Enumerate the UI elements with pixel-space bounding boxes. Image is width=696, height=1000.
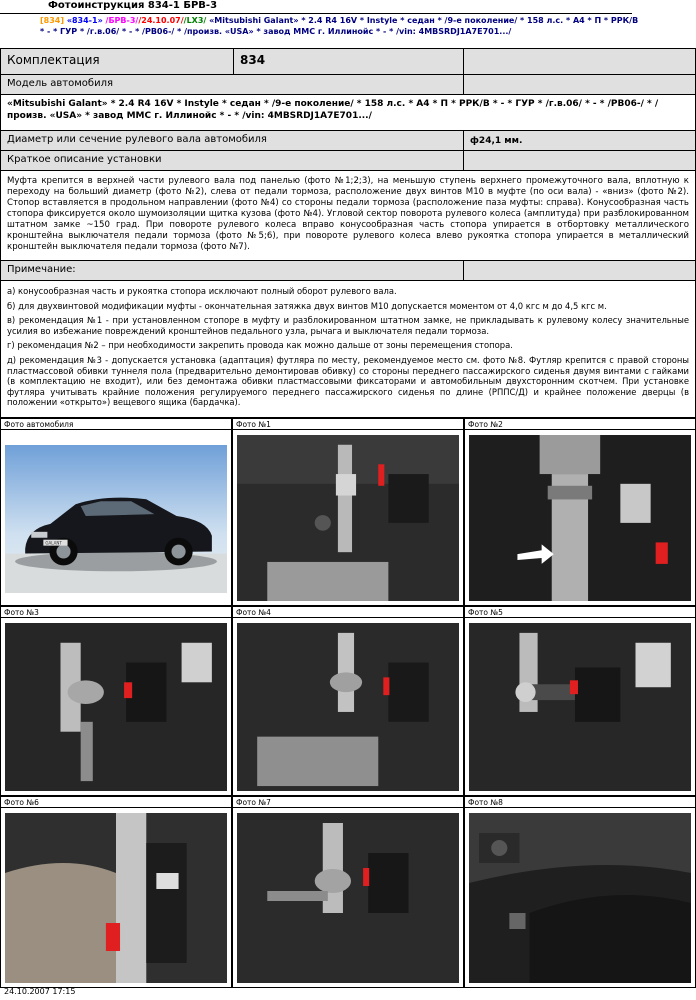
diameter-value: ф24,1 мм. xyxy=(470,136,523,146)
stopper-photo xyxy=(5,623,227,791)
photo-4 xyxy=(232,606,464,796)
photo-5 xyxy=(464,606,696,796)
row-model-label xyxy=(1,75,695,95)
row-model-value xyxy=(1,95,695,131)
row-notes xyxy=(1,281,695,417)
photo-8 xyxy=(464,796,696,988)
photo-caption: Фото №4 xyxy=(233,607,463,618)
photo-3 xyxy=(0,606,232,796)
komplektaciya-value: 834 xyxy=(240,53,266,67)
note-item: д) рекомендация №3 - допускается установка (адаптация) футляра по месту, рекомендуемое место см. фото №8. Футляр крепится с правой стороны пластмассовой обивки туннеля пола (предварительно демонтировав обивку) со стороны переднего пассажирского сиденья двумя винтами с гайками (в комплектацию не входит), или без демонтажа обивки пластмассовыми фиксаторами и автомобильным двухсторонним скотчем. При установке футляра учитывать крайние положения регулируемого переднего пассажирского сиденья по длине (РППС/Д) и крайнее положение дверцы (в положении «открыто») вещевого ящика (бардачка). xyxy=(7,354,689,408)
photo-caption: Фото №8 xyxy=(465,797,695,808)
car-badge: GALANT xyxy=(45,540,62,546)
install-text: Муфта крепится в верхней части рулевого вала под панелью (фото №1;2;3), на меньшую ступень верхнего промежуточного вала, вплотную к переходу на больший диаметр (фото №2), слева от педали тормоза, расположение двух винтов М10 в муфте (по оси вала) - «вниз» (фото №2). Стопор вставляется в продольном направлении (фото №4) со стороны педали тормоза (расположение паза муфты: справа). Конусообразная часть стопора фиксируется около шумоизоляции щитка кузова (фото №4). Угловой сектор поворота рулевого колеса (амплитуда) при разблокированном штатном замке ~150 град. При повороте рулевого колеса вправо конусообразная часть стопора упирается в отбортовку металлического кронштейна выключателя педали тормоза (фото №5;6), при повороте рулевого колеса влево рукоятка стопора упирается в металлический кронштейн выключателя педали тормоза (фото №7). xyxy=(7,176,689,252)
coupling-photo xyxy=(469,435,691,601)
document-title: Фотоинструкция 834-1 БРВ-3 xyxy=(48,0,218,11)
model-value: «Mitsubishi Galant» * 2.4 R4 16V * Instyle * седан * /9-е поколение/ * 158 л.с. * A4 * П * РРК/В * - * ГУР * /г.в.06/ * - * /PB06-/ * /произв. «USA» * завод ММС г. Иллинойс * - * /vin: 4MBSRDJ1A7E701.../ xyxy=(7,99,659,121)
note-item: а) конусообразная часть и рукоятка стопора исключают полный оборот рулевого вала. xyxy=(7,286,397,296)
row-note-label xyxy=(1,261,695,281)
photo-car xyxy=(0,418,232,606)
komplektaciya-label: Комплектация xyxy=(7,53,100,67)
note-label: Примечание: xyxy=(7,264,76,275)
photo-caption: Фото №6 xyxy=(1,797,231,808)
footer-datetime: 24.10.2007 17:15 xyxy=(4,987,76,996)
install-label: Краткое описание установки xyxy=(7,154,162,165)
header-divider xyxy=(0,13,632,14)
info-table xyxy=(0,48,696,418)
note-item: б) для двухвинтовой модификации муфты - окончательная затяжка двух винтов М10 допускается моментом от 4,0 кгс м до 4,5 кгс м. xyxy=(7,300,607,311)
tag-date: /24.10.07/ xyxy=(138,16,184,25)
car-photo xyxy=(5,445,227,593)
photo-caption: Фото автомобиля xyxy=(1,419,231,430)
header-tags xyxy=(40,15,640,37)
photo-caption: Фото №7 xyxy=(233,797,463,808)
photo-7 xyxy=(232,796,464,988)
row-diameter xyxy=(1,131,695,151)
row-komplektaciya xyxy=(1,49,695,75)
right-turn-photo xyxy=(469,623,691,791)
case-mount-photo xyxy=(469,813,691,983)
row-install-text xyxy=(1,171,695,261)
pedal-area-photo xyxy=(237,435,459,601)
photo-caption: Фото №1 xyxy=(233,419,463,430)
photo-caption: Фото №2 xyxy=(465,419,695,430)
note-item: в) рекомендация №1 - при установленном стопоре в муфту и разблокированном штатном замке, не прикладывать к рулевому колесу значительные усилия во избежание повреждений кронштейнов педального узла, рычага и выключателя педали тормоза. xyxy=(7,315,689,336)
tag-product: /БРВ-3/ xyxy=(105,16,139,25)
tag-lx: /LX3/ xyxy=(183,16,207,25)
tag-variant: «834-1» xyxy=(66,16,103,25)
tag-description: «Mitsubishi Galant» * 2.4 R4 16V * Instyle * седан * /9-е поколение/ * 158 л.с. * A4 * П * РРК/В * - * ГУР * /г.в.06/ * - * /PB06-/ * /произв. «USA» * завод ММС г. Иллинойс * - * /vin: 4MBSRDJ1A7E701.../ xyxy=(40,16,639,36)
diameter-label: Диаметр или сечение рулевого вала автомобиля xyxy=(7,134,267,145)
photo-6 xyxy=(0,796,232,988)
row-install-label xyxy=(1,151,695,171)
model-label: Модель автомобиля xyxy=(7,78,113,89)
photo-2 xyxy=(464,418,696,606)
bracket-closeup-photo xyxy=(5,813,227,983)
left-turn-photo xyxy=(237,813,459,983)
note-item: г) рекомендация №2 – при необходимости закрепить провода как можно дальше от зоны перемещения стопора. xyxy=(7,340,513,351)
photo-caption: Фото №3 xyxy=(1,607,231,618)
tag-code: [834] xyxy=(40,16,65,25)
notes-list xyxy=(1,286,695,412)
stopper-inserted-photo xyxy=(237,623,459,791)
photo-caption: Фото №5 xyxy=(465,607,695,618)
photo-1 xyxy=(232,418,464,606)
